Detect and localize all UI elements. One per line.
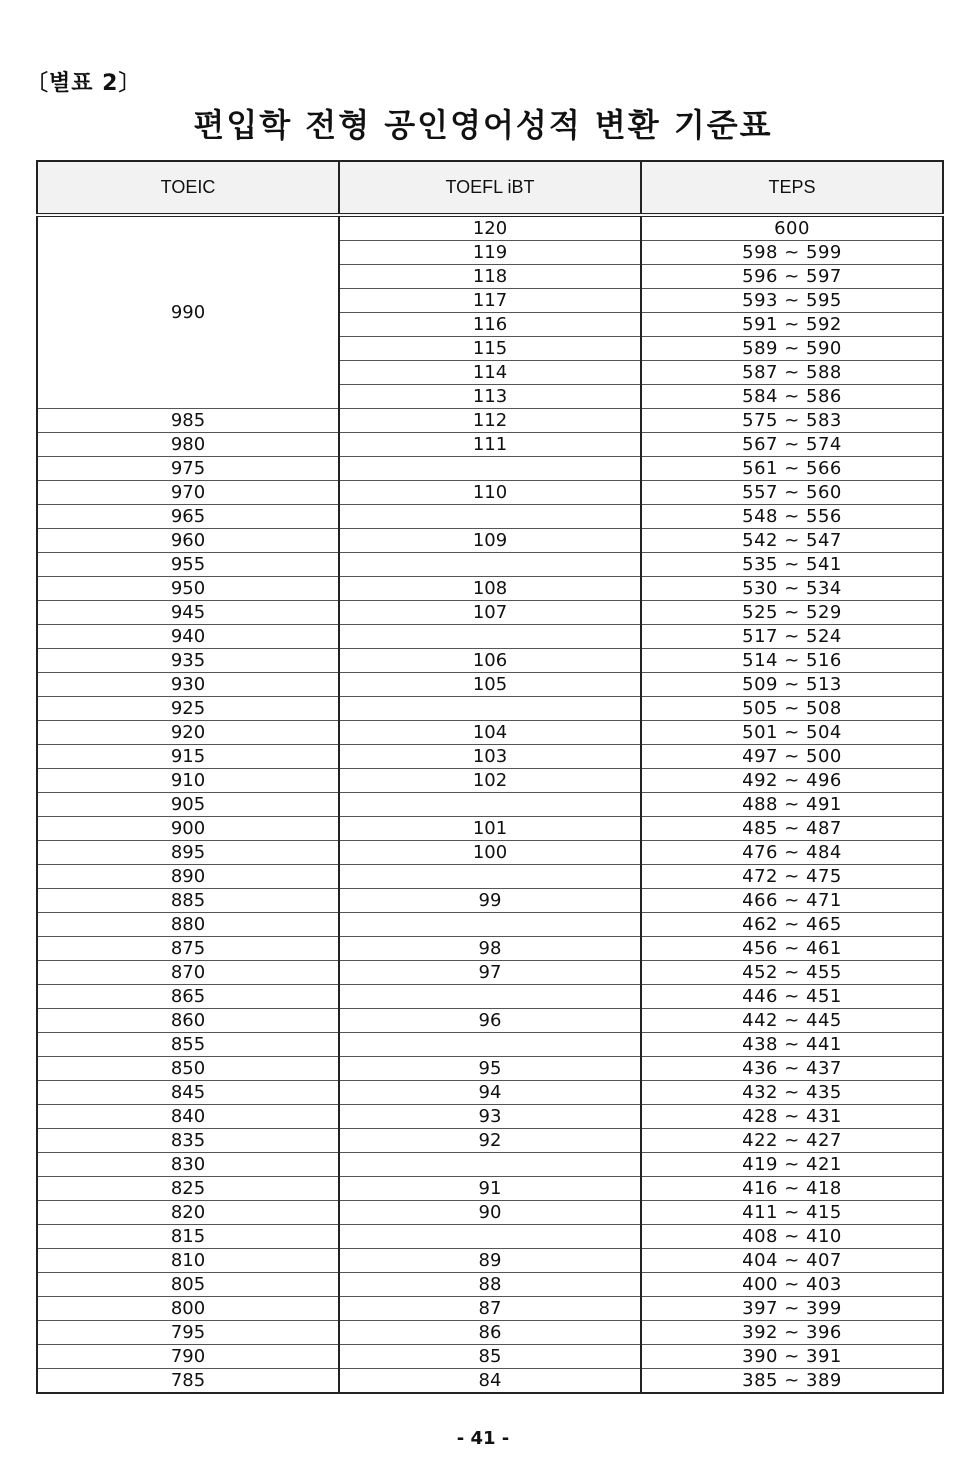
table-row: [37, 433, 943, 457]
toeic-cell: 830: [37, 1153, 339, 1177]
table-row: [37, 985, 943, 1009]
table-row: [37, 1009, 943, 1033]
table-row: [37, 1033, 943, 1057]
toefl-cell: 91: [339, 1177, 641, 1201]
toefl-cell: 100: [339, 841, 641, 865]
column-header-toeic: TOEIC: [37, 161, 339, 215]
teps-cell: 575 ~ 583: [641, 409, 943, 433]
toeic-cell: 855: [37, 1033, 339, 1057]
toefl-cell: 111: [339, 433, 641, 457]
toeic-cell: 845: [37, 1081, 339, 1105]
toefl-cell: [339, 865, 641, 889]
toefl-cell: 96: [339, 1009, 641, 1033]
teps-cell: 591 ~ 592: [641, 313, 943, 337]
toeic-cell: 820: [37, 1201, 339, 1225]
teps-cell: 535 ~ 541: [641, 553, 943, 577]
table-row: [37, 1081, 943, 1105]
teps-cell: 567 ~ 574: [641, 433, 943, 457]
page-number: - 41 -: [456, 1428, 510, 1449]
toeic-cell: 985: [37, 409, 339, 433]
teps-cell: 561 ~ 566: [641, 457, 943, 481]
toeic-cell: 805: [37, 1273, 339, 1297]
toefl-cell: 98: [339, 937, 641, 961]
toefl-cell: 107: [339, 601, 641, 625]
teps-cell: 501 ~ 504: [641, 721, 943, 745]
teps-cell: 404 ~ 407: [641, 1249, 943, 1273]
teps-cell: 452 ~ 455: [641, 961, 943, 985]
teps-cell: 392 ~ 396: [641, 1321, 943, 1345]
table-row: [37, 601, 943, 625]
toeic-cell: 935: [37, 649, 339, 673]
toeic-cell: 900: [37, 817, 339, 841]
toefl-cell: 118: [339, 265, 641, 289]
table-row: [37, 769, 943, 793]
toeic-cell: 810: [37, 1249, 339, 1273]
table-row: [37, 457, 943, 481]
toefl-cell: 88: [339, 1273, 641, 1297]
toefl-cell: 89: [339, 1249, 641, 1273]
table-row: [37, 553, 943, 577]
teps-cell: 432 ~ 435: [641, 1081, 943, 1105]
table-row: [37, 913, 943, 937]
teps-cell: 466 ~ 471: [641, 889, 943, 913]
toefl-cell: [339, 1153, 641, 1177]
teps-cell: 390 ~ 391: [641, 1345, 943, 1369]
toefl-cell: [339, 985, 641, 1009]
toefl-cell: 93: [339, 1105, 641, 1129]
teps-cell: 485 ~ 487: [641, 817, 943, 841]
table-row: [37, 721, 943, 745]
toefl-cell: [339, 1225, 641, 1249]
toefl-cell: [339, 625, 641, 649]
toefl-cell: 101: [339, 817, 641, 841]
header-row: [37, 161, 943, 215]
toeic-cell: 800: [37, 1297, 339, 1321]
toeic-cell: 885: [37, 889, 339, 913]
teps-cell: 456 ~ 461: [641, 937, 943, 961]
score-conversion-table: [36, 160, 944, 1394]
table-row: [37, 865, 943, 889]
annex-label: 〔별표 2〕: [26, 71, 142, 96]
table-row: [37, 793, 943, 817]
table-row: [37, 649, 943, 673]
toeic-cell: 850: [37, 1057, 339, 1081]
teps-cell: 419 ~ 421: [641, 1153, 943, 1177]
teps-cell: 442 ~ 445: [641, 1009, 943, 1033]
column-header-teps: TEPS: [641, 161, 943, 215]
toeic-cell: 975: [37, 457, 339, 481]
teps-cell: 596 ~ 597: [641, 265, 943, 289]
toeic-cell: 905: [37, 793, 339, 817]
table-row: [37, 817, 943, 841]
toefl-cell: [339, 913, 641, 937]
table-row: [37, 697, 943, 721]
toefl-cell: 99: [339, 889, 641, 913]
toefl-cell: 108: [339, 577, 641, 601]
toefl-cell: 115: [339, 337, 641, 361]
table-row: [37, 1369, 943, 1394]
teps-cell: 492 ~ 496: [641, 769, 943, 793]
toeic-cell: 940: [37, 625, 339, 649]
table-row: [37, 937, 943, 961]
table-row: [37, 1057, 943, 1081]
table-row: [37, 577, 943, 601]
teps-cell: 385 ~ 389: [641, 1369, 943, 1394]
teps-cell: 517 ~ 524: [641, 625, 943, 649]
table-row: [37, 1177, 943, 1201]
teps-cell: 397 ~ 399: [641, 1297, 943, 1321]
toefl-cell: 104: [339, 721, 641, 745]
toeic-cell: 840: [37, 1105, 339, 1129]
table-row: [37, 505, 943, 529]
table-row: [37, 1297, 943, 1321]
teps-cell: 600: [641, 215, 943, 241]
toeic-cell: 825: [37, 1177, 339, 1201]
toeic-cell: 980: [37, 433, 339, 457]
teps-cell: 408 ~ 410: [641, 1225, 943, 1249]
toefl-cell: [339, 1033, 641, 1057]
table-row: [37, 889, 943, 913]
toefl-cell: 112: [339, 409, 641, 433]
toefl-cell: 94: [339, 1081, 641, 1105]
teps-cell: 436 ~ 437: [641, 1057, 943, 1081]
toeic-cell: 865: [37, 985, 339, 1009]
toeic-cell: 790: [37, 1345, 339, 1369]
table-row: [37, 1345, 943, 1369]
table-body: [37, 215, 943, 1393]
table-row: [37, 1129, 943, 1153]
toeic-cell: 875: [37, 937, 339, 961]
toeic-cell: 920: [37, 721, 339, 745]
table-row: [37, 409, 943, 433]
toeic-cell: 915: [37, 745, 339, 769]
toefl-cell: 90: [339, 1201, 641, 1225]
toeic-cell: 990: [37, 215, 339, 409]
table-row: [37, 1201, 943, 1225]
toefl-cell: 114: [339, 361, 641, 385]
table-row: [37, 1105, 943, 1129]
teps-cell: 416 ~ 418: [641, 1177, 943, 1201]
toefl-cell: 116: [339, 313, 641, 337]
table-row: [37, 1249, 943, 1273]
table-header: [37, 161, 943, 215]
teps-cell: 589 ~ 590: [641, 337, 943, 361]
teps-cell: 557 ~ 560: [641, 481, 943, 505]
teps-cell: 422 ~ 427: [641, 1129, 943, 1153]
toeic-cell: 960: [37, 529, 339, 553]
toeic-cell: 910: [37, 769, 339, 793]
teps-cell: 548 ~ 556: [641, 505, 943, 529]
toeic-cell: 795: [37, 1321, 339, 1345]
toefl-cell: 85: [339, 1345, 641, 1369]
toefl-cell: 87: [339, 1297, 641, 1321]
teps-cell: 505 ~ 508: [641, 697, 943, 721]
table-row: [37, 215, 943, 241]
teps-cell: 428 ~ 431: [641, 1105, 943, 1129]
toeic-cell: 895: [37, 841, 339, 865]
toefl-cell: 84: [339, 1369, 641, 1394]
teps-cell: 462 ~ 465: [641, 913, 943, 937]
teps-cell: 472 ~ 475: [641, 865, 943, 889]
table-row: [37, 481, 943, 505]
toefl-cell: 109: [339, 529, 641, 553]
toeic-cell: 955: [37, 553, 339, 577]
toeic-cell: 835: [37, 1129, 339, 1153]
toeic-cell: 785: [37, 1369, 339, 1394]
table-row: [37, 673, 943, 697]
toefl-cell: 92: [339, 1129, 641, 1153]
toefl-cell: 120: [339, 215, 641, 241]
teps-cell: 446 ~ 451: [641, 985, 943, 1009]
column-header-toefl-ibt: TOEFL iBT: [339, 161, 641, 215]
table-row: [37, 529, 943, 553]
toefl-cell: 106: [339, 649, 641, 673]
toefl-cell: 113: [339, 385, 641, 409]
toefl-cell: 117: [339, 289, 641, 313]
toeic-cell: 870: [37, 961, 339, 985]
teps-cell: 411 ~ 415: [641, 1201, 943, 1225]
teps-cell: 542 ~ 547: [641, 529, 943, 553]
toefl-cell: 102: [339, 769, 641, 793]
toefl-cell: [339, 505, 641, 529]
toeic-cell: 880: [37, 913, 339, 937]
teps-cell: 400 ~ 403: [641, 1273, 943, 1297]
table-row: [37, 625, 943, 649]
table-row: [37, 841, 943, 865]
document-title: 편입학 전형 공인영어성적 변환 기준표: [193, 106, 773, 144]
teps-cell: 584 ~ 586: [641, 385, 943, 409]
teps-cell: 509 ~ 513: [641, 673, 943, 697]
toefl-cell: 97: [339, 961, 641, 985]
toefl-cell: [339, 553, 641, 577]
toefl-cell: 105: [339, 673, 641, 697]
toefl-cell: 86: [339, 1321, 641, 1345]
toeic-cell: 930: [37, 673, 339, 697]
teps-cell: 598 ~ 599: [641, 241, 943, 265]
toeic-cell: 925: [37, 697, 339, 721]
table-row: [37, 961, 943, 985]
teps-cell: 438 ~ 441: [641, 1033, 943, 1057]
toeic-cell: 815: [37, 1225, 339, 1249]
toefl-cell: [339, 697, 641, 721]
toeic-cell: 950: [37, 577, 339, 601]
teps-cell: 530 ~ 534: [641, 577, 943, 601]
toefl-cell: 95: [339, 1057, 641, 1081]
toeic-cell: 965: [37, 505, 339, 529]
table-row: [37, 745, 943, 769]
table-row: [37, 1225, 943, 1249]
table-row: [37, 1153, 943, 1177]
toeic-cell: 860: [37, 1009, 339, 1033]
table-row: [37, 1273, 943, 1297]
teps-cell: 587 ~ 588: [641, 361, 943, 385]
table-row: [37, 1321, 943, 1345]
toefl-cell: 103: [339, 745, 641, 769]
toeic-cell: 890: [37, 865, 339, 889]
teps-cell: 593 ~ 595: [641, 289, 943, 313]
toeic-cell: 970: [37, 481, 339, 505]
toefl-cell: [339, 793, 641, 817]
teps-cell: 488 ~ 491: [641, 793, 943, 817]
toefl-cell: [339, 457, 641, 481]
teps-cell: 514 ~ 516: [641, 649, 943, 673]
toefl-cell: 110: [339, 481, 641, 505]
teps-cell: 497 ~ 500: [641, 745, 943, 769]
toeic-cell: 945: [37, 601, 339, 625]
toefl-cell: 119: [339, 241, 641, 265]
teps-cell: 525 ~ 529: [641, 601, 943, 625]
teps-cell: 476 ~ 484: [641, 841, 943, 865]
